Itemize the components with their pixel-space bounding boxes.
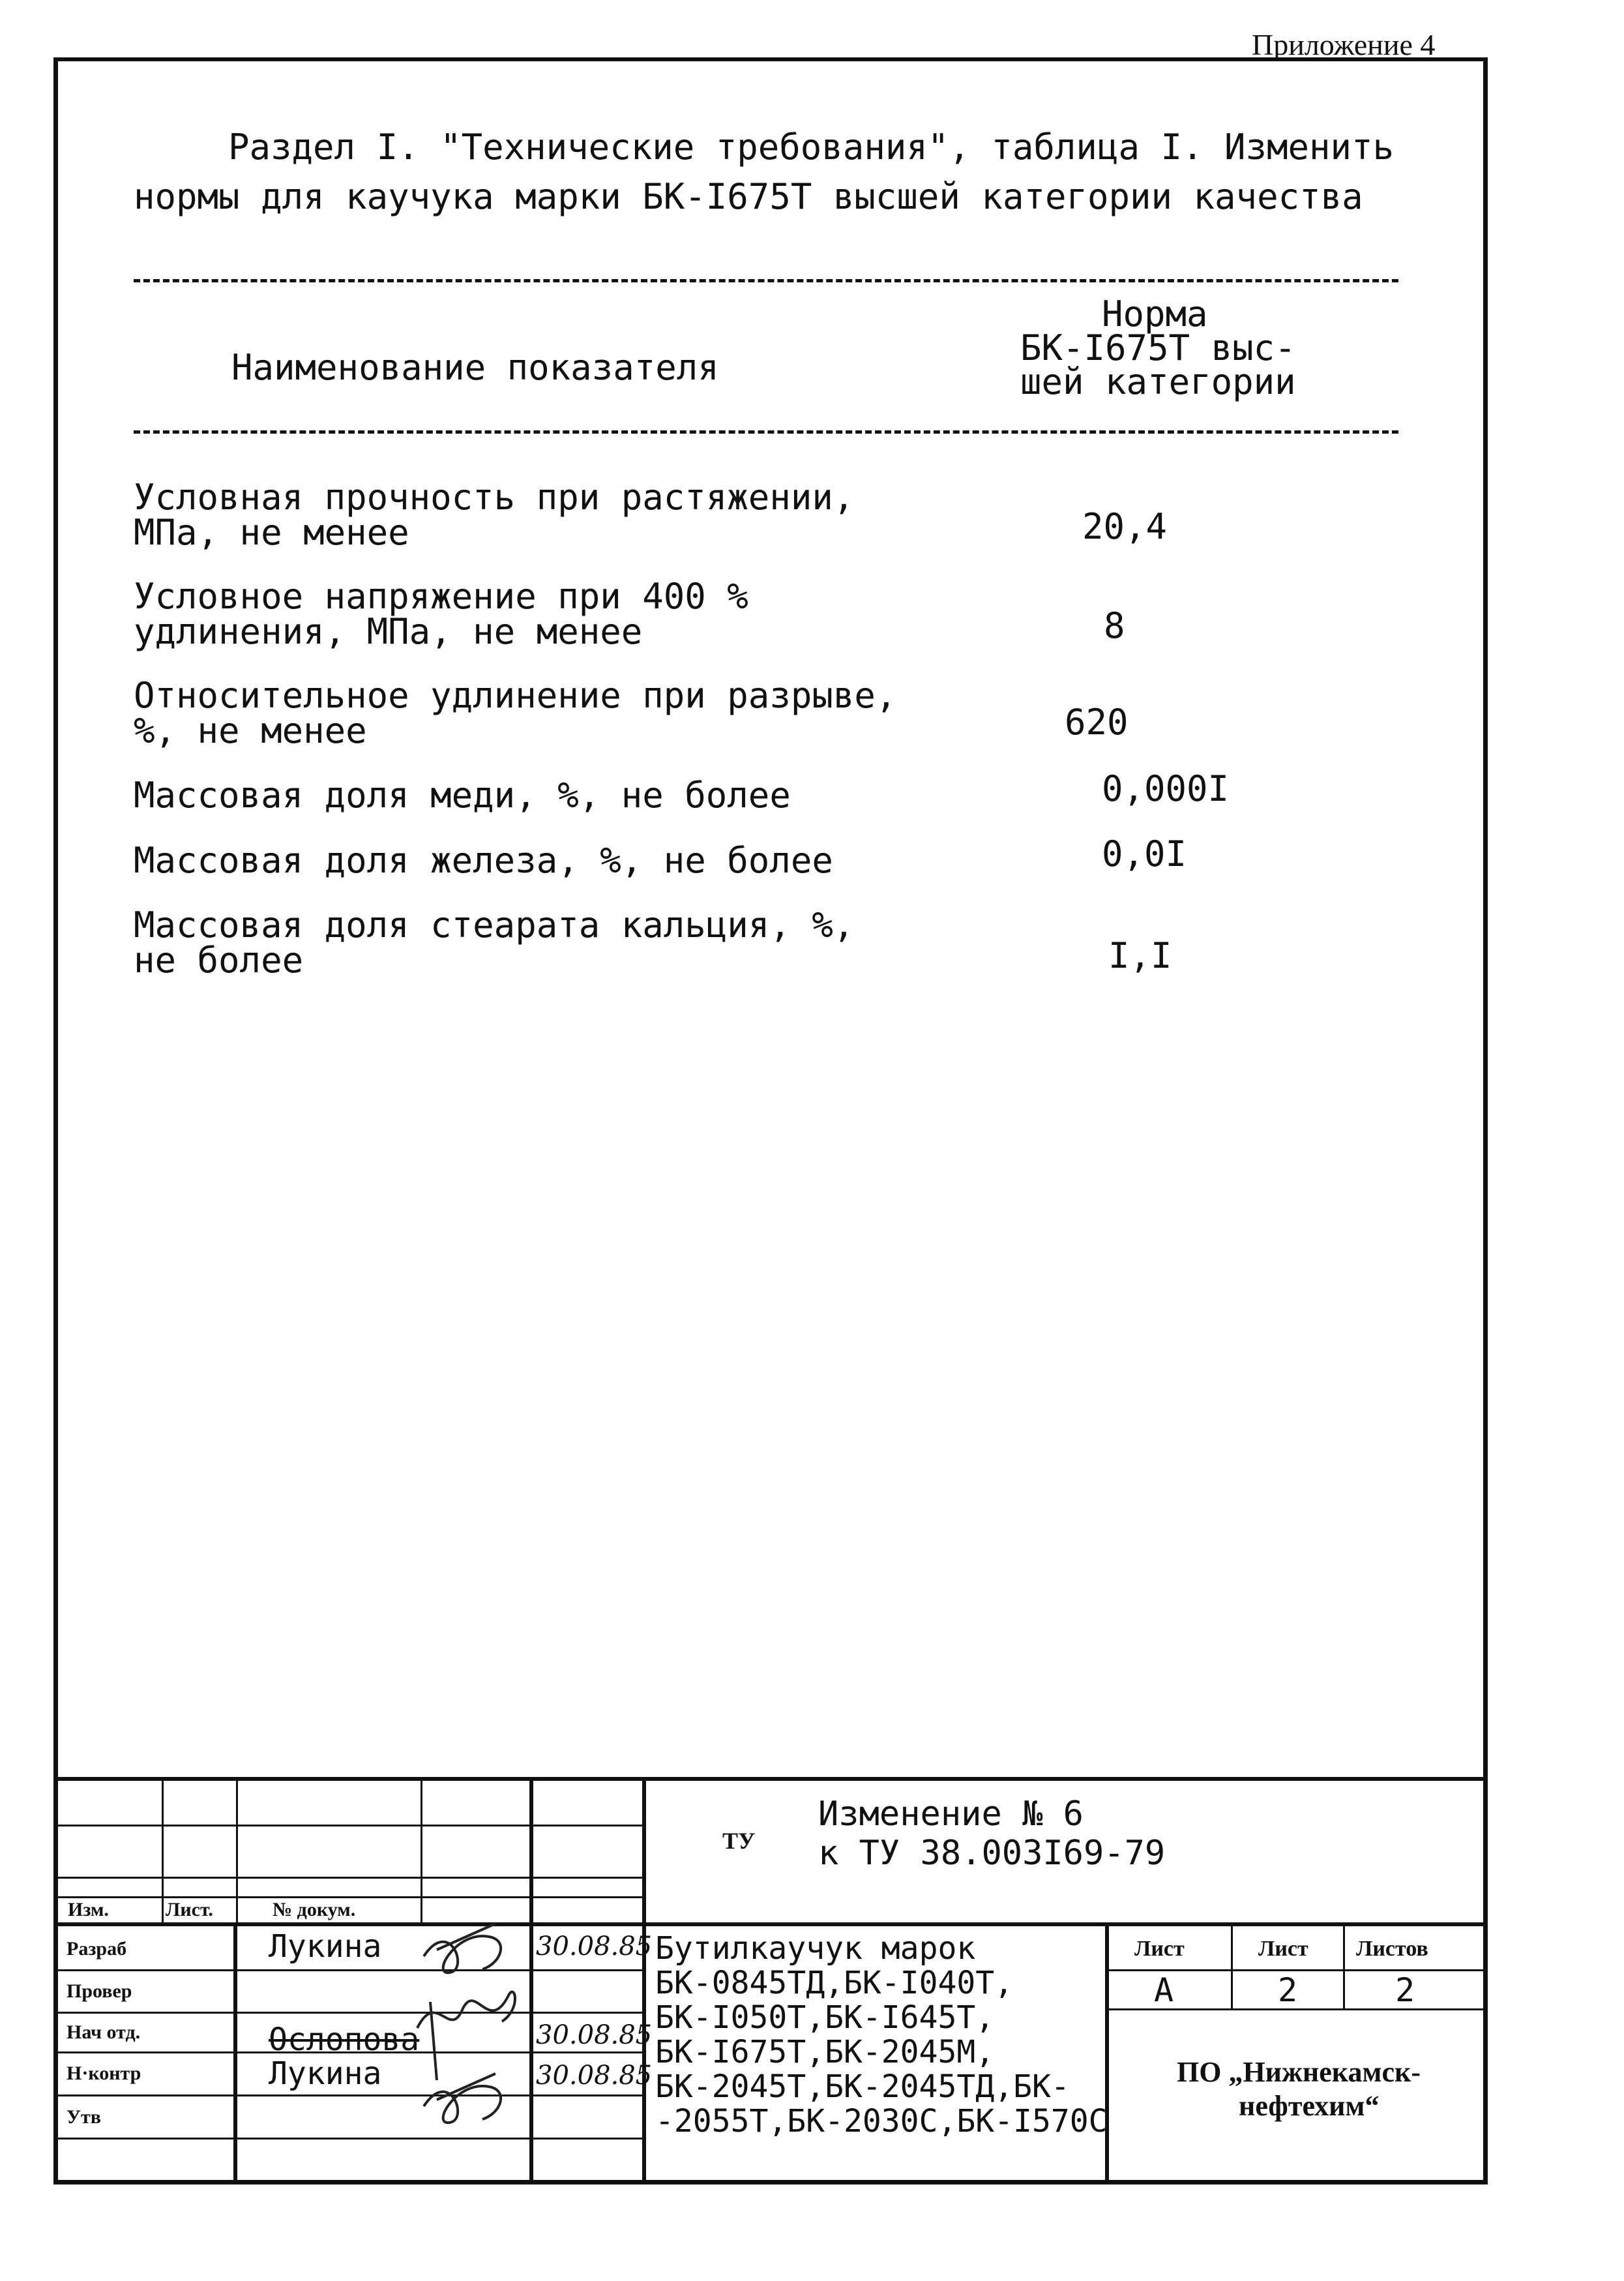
row-3-value: 620 <box>1065 702 1129 743</box>
title-block-bottom-line <box>53 2181 1488 2184</box>
row-6-name-line-1: Массовая доля стеарата кальция, %, <box>134 904 855 946</box>
appendix-label: Приложение 4 <box>1252 28 1436 61</box>
role-prover: Провер <box>66 1980 132 2002</box>
column-header-norm-line-2: БК-I675Т выс- <box>1020 327 1296 368</box>
row-1-name-line-1: Условная прочность при растяжении, <box>134 477 855 518</box>
sheet-header-litera: Лист <box>1134 1937 1185 1961</box>
organization-line-1: ПО „Нижнекамск- <box>1177 2056 1421 2088</box>
sheet-value-sheets: 2 <box>1395 1971 1415 2009</box>
column-header-norm-line-1: Норма <box>1102 293 1208 335</box>
row-6-name-line-2: не более <box>134 940 304 981</box>
product-line-6: -2055Т,БК-2030С,БК-I570С <box>655 2103 1108 2139</box>
change-number: Изменение № 6 <box>818 1795 1084 1834</box>
name-razrab: Лукина <box>269 1928 382 1965</box>
row-1-value: 20,4 <box>1082 506 1168 547</box>
product-line-1: Бутилкаучук марок <box>655 1930 976 1967</box>
label-doc-number: № докум. <box>273 1899 356 1920</box>
product-line-4: БК-I675Т,БК-2045М, <box>655 2034 995 2070</box>
sheet-header-sheets: Листов <box>1356 1937 1428 1961</box>
row-4-name-line-1: Массовая доля меди, %, не более <box>134 775 791 816</box>
row-6-value: I,I <box>1108 935 1172 976</box>
date-nach-otd: 30.08.85 <box>536 2020 653 2050</box>
row-4-value: 0,000I <box>1102 768 1230 809</box>
organization-line-2: нефтехим“ <box>1239 2090 1380 2122</box>
row-5-name-line-1: Массовая доля железа, %, не более <box>134 840 833 881</box>
tu-label: ТУ <box>722 1828 756 1854</box>
title-block-mid-line <box>53 1922 1488 1926</box>
product-line-5: БК-2045Т,БК-2045ТД,БК- <box>655 2068 1070 2105</box>
name-n-kontr: Лукина <box>269 2055 382 2092</box>
column-header-norm-line-3: шей категории <box>1020 361 1296 402</box>
sheet-value-litera: А <box>1154 1971 1174 2009</box>
intro-line-2: нормы для каучука марки БК-I675Т высшей категории качества <box>134 176 1363 217</box>
title-block-top-line <box>53 1777 1488 1781</box>
table-header-rule <box>134 430 1398 434</box>
intro-line-1: Раздел I. "Технические требования", таблица I. Изменить <box>228 127 1395 168</box>
role-n-kontr: Н·контр <box>66 2063 141 2084</box>
row-5-value: 0,0I <box>1102 833 1187 874</box>
role-nach-otd: Нач отд. <box>66 2021 141 2043</box>
label-list: Лист. <box>166 1899 213 1920</box>
sheet-header-sheet: Лист <box>1258 1937 1308 1961</box>
label-izm: Изм. <box>68 1899 109 1920</box>
product-line-2: БК-0845ТД,БК-I040Т, <box>655 1965 1014 2001</box>
row-2-name-line-2: удлинения, МПа, не менее <box>134 611 643 652</box>
role-utv: Утв <box>66 2106 101 2128</box>
column-header-name: Наименование показателя <box>231 347 719 388</box>
row-2-name-line-1: Условное напряжение при 400 % <box>134 576 748 617</box>
row-1-name-line-2: МПа, не менее <box>134 512 409 553</box>
role-razrab: Разраб <box>66 1938 127 1960</box>
change-tu-reference: к ТУ 38.003I69-79 <box>818 1834 1166 1873</box>
product-line-3: БК-I050Т,БК-I645Т, <box>655 1999 995 2036</box>
row-3-name-line-2: %, не менее <box>134 710 367 751</box>
row-3-name-line-1: Относительное удлинение при разрыве, <box>134 675 897 716</box>
row-2-value: 8 <box>1104 605 1125 646</box>
name-nach-otd: Ослопова <box>269 2021 420 2058</box>
sheet-value-sheet: 2 <box>1278 1971 1298 2009</box>
signatures-drawing <box>411 1911 528 2158</box>
date-n-kontr: 30.08.85 <box>536 2061 653 2091</box>
date-razrab: 30.08.85 <box>536 1931 653 1961</box>
table-top-rule <box>134 279 1398 282</box>
